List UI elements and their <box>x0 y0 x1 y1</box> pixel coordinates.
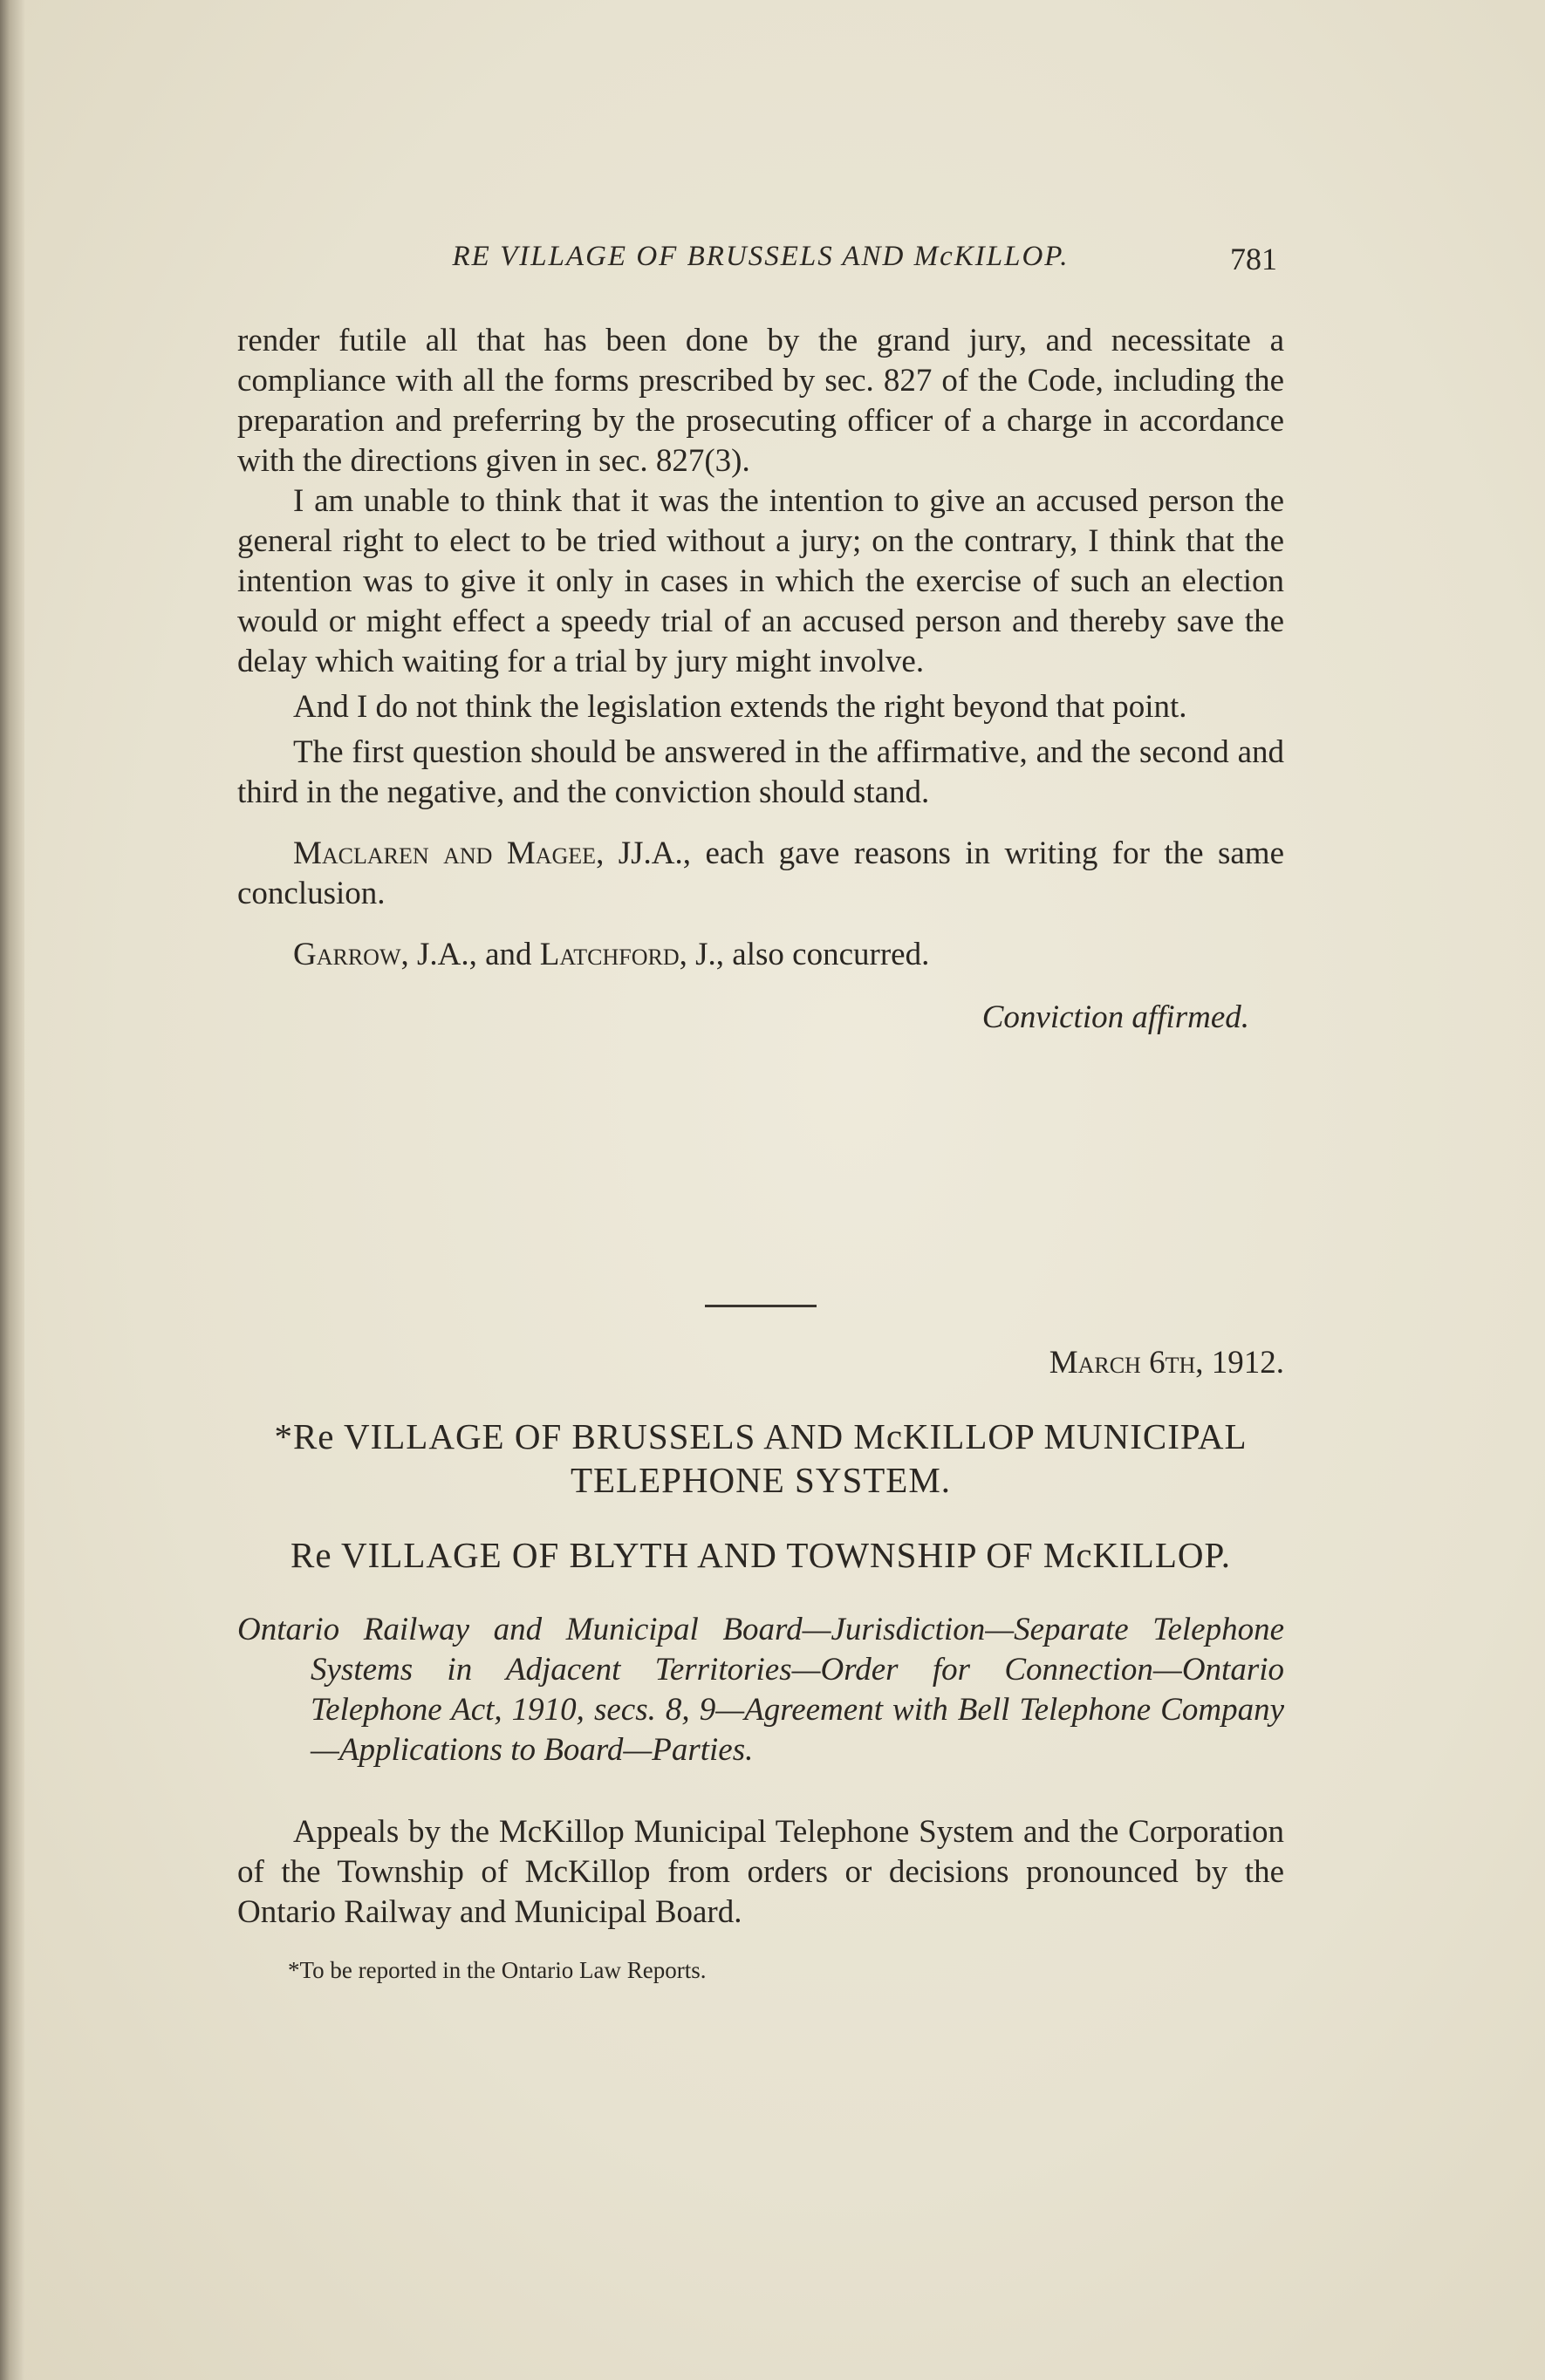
paragraph-3: And I do not think the legislation extends the right beyond that point. <box>293 689 1187 725</box>
paragraph-6 <box>237 935 1284 975</box>
running-title: RE VILLAGE OF BRUSSELS AND McKILLOP. <box>452 241 1070 272</box>
page-spine-shadow <box>0 0 24 2380</box>
page-header <box>237 241 1284 284</box>
appeal-statement: Appeals by the McKillop Municipal Telephone System and the Corporation of the Township of McKillop from orders or decisions pronounced by the Ontario Railway and Municipal Board. <box>237 1814 1284 1930</box>
case-title-2: Re VILLAGE OF BLYTH AND TOWNSHIP OF McKILLOP. <box>290 1535 1232 1575</box>
paragraph-5-text: each gave reasons in writing for the same conclusion. <box>237 835 1284 911</box>
case-date: March 6th, 1912. <box>1049 1345 1284 1381</box>
judges-names: Maclaren and Magee, JJ.A., <box>293 835 692 871</box>
page-number: 781 <box>1230 242 1277 276</box>
paragraph-6-text: J., also concurred. <box>687 937 930 972</box>
new-case <box>237 1343 1284 1985</box>
paragraph-6-mid: J.A., and <box>408 937 540 972</box>
paragraph-2: I am unable to think that it was the intention to give an accused person the general right to elect to be tried without a jury; on the contrary, I think that the intention was to give it only in cases in which the exercise of such an election would or might effect a speedy trial of an accused person and thereby save the delay which waiting for a trial by jury might involve. <box>237 483 1284 679</box>
paragraph-5 <box>237 834 1284 914</box>
paragraph-4: The first question should be answered in the affirmative, and the second and third in the negative, and the conviction should stand. <box>237 734 1284 810</box>
judge-latchford: Latchford, <box>539 937 687 972</box>
case-title-1: *Re VILLAGE OF BRUSSELS AND McKILLOP MUNICIPAL TELEPHONE SYSTEM. <box>274 1416 1248 1500</box>
footnote: *To be reported in the Ontario Law Reports. <box>288 1957 707 1983</box>
catchwords: Ontario Railway and Municipal Board—Jurisdiction—Separate Telephone Systems in Adjacent Territories—Order for Connection—Ontario Telephone Act, 1910, secs. 8, 9—Agreement with Bell Telephone Company—Applications to Board—Parties. <box>237 1612 1284 1768</box>
judge-garrow: Garrow, <box>293 937 409 972</box>
judgment-text <box>237 321 1284 1038</box>
disposition: Conviction affirmed. <box>981 999 1249 1035</box>
section-divider <box>705 1305 817 1307</box>
paragraph-1: render futile all that has been done by the grand jury, and necessitate a compliance with all the forms prescribed by sec. 827 of the Code, including the preparation and preferring by the prosecuting officer of a charge in accordance with the directions given in sec. 827(3). <box>237 323 1284 479</box>
